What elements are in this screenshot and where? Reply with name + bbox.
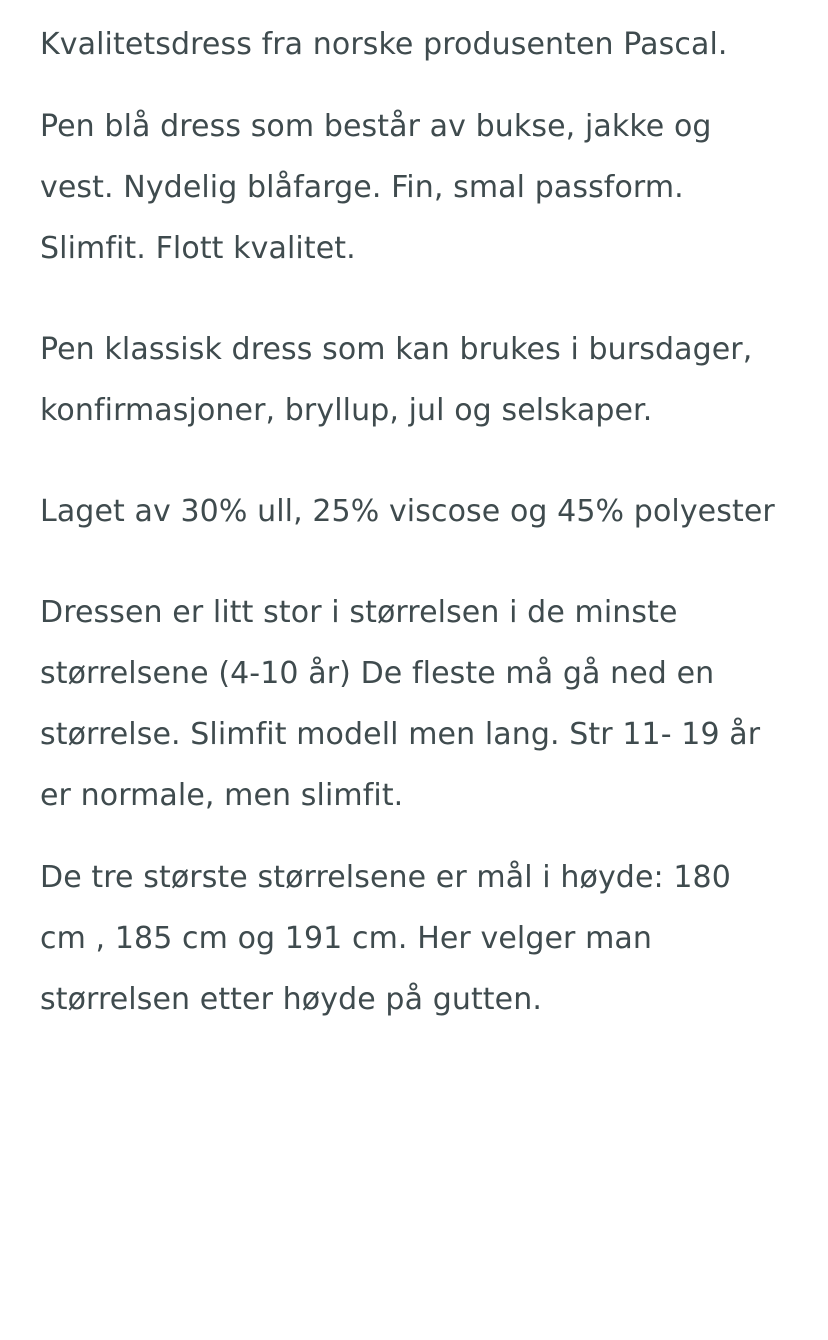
description-paragraph-4: Laget av 30% ull, 25% viscose og 45% polyester <box>40 494 775 529</box>
description-paragraph-6: De tre største størrelsene er mål i høyde: 180 cm , 185 cm og 191 cm. Her velger man størrelsen etter høyde på gutten. <box>40 860 731 1017</box>
description-paragraph-1: Kvalitetsdress fra norske produsenten Pascal. <box>40 27 728 62</box>
description-paragraph-3: Pen klassisk dress som kan brukes i bursdager, konfirmasjoner, bryllup, jul og selskaper. <box>40 332 753 428</box>
description-paragraph-5: Dressen er litt stor i størrelsen i de minste størrelsene (4-10 år) De fleste må gå ned en størrelse. Slimfit modell men lang. Str 11- 19 år er normale, men slimfit. <box>40 595 761 813</box>
description-body <box>40 14 784 1030</box>
description-paragraph-2: Pen blå dress som består av bukse, jakke og vest. Nydelig blåfarge. Fin, smal passform. Slimfit. Flott kvalitet. <box>40 109 712 266</box>
